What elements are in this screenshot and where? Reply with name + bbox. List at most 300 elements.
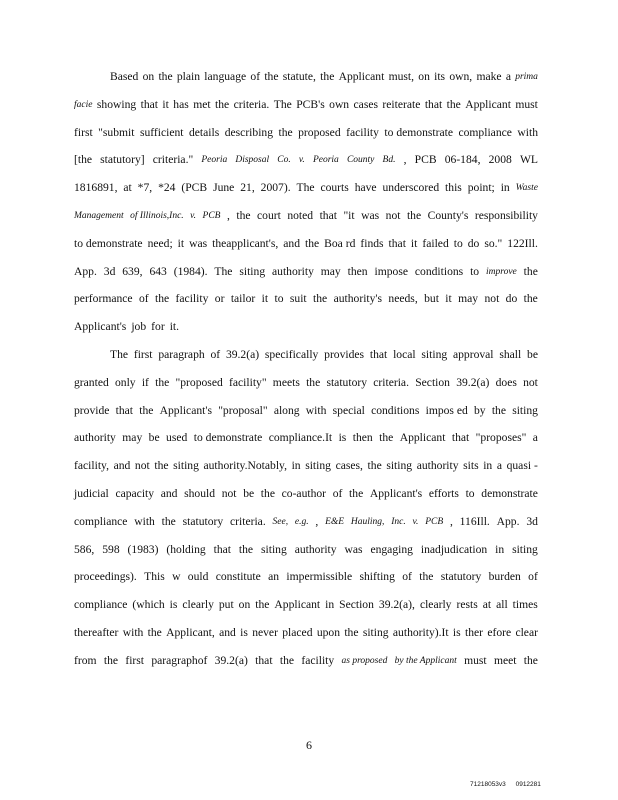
word: 3d xyxy=(526,514,538,528)
word: by xyxy=(474,403,486,417)
word: the xyxy=(523,653,538,667)
word: a xyxy=(505,70,511,83)
word: siting xyxy=(386,459,413,473)
word: responsibility xyxy=(474,209,538,222)
word: the xyxy=(103,653,119,667)
word: authority).It xyxy=(392,626,449,639)
word: facility, xyxy=(74,459,109,473)
word: burden xyxy=(488,570,521,584)
word: siting xyxy=(261,542,287,556)
word: "proposal" xyxy=(218,403,268,417)
word: E&E xyxy=(325,516,345,527)
word: placed xyxy=(282,626,313,639)
word: not xyxy=(484,292,500,306)
word: PCB's xyxy=(296,97,325,111)
word: with xyxy=(305,403,327,417)
text-line xyxy=(74,515,542,529)
word: Applicant xyxy=(338,70,385,83)
word: used xyxy=(166,431,188,445)
word: then xyxy=(347,264,368,278)
word: plain xyxy=(176,70,201,83)
word: approval xyxy=(452,348,494,361)
word: the xyxy=(155,375,170,389)
word: special xyxy=(332,403,365,417)
word: WL xyxy=(519,153,538,167)
word: meet xyxy=(493,653,517,667)
word: paragraphof xyxy=(151,653,208,667)
word: underscored xyxy=(382,181,440,195)
word: proposed xyxy=(298,125,341,139)
text-line xyxy=(74,292,542,306)
word: v. xyxy=(412,516,419,527)
word: quasi - xyxy=(506,459,538,473)
word: impos ed xyxy=(425,403,468,417)
word: the xyxy=(349,487,364,500)
word: statutory xyxy=(326,375,368,389)
word: not xyxy=(523,375,538,389)
word: cases xyxy=(353,97,378,111)
word: PCB xyxy=(202,211,221,221)
word: Disposal xyxy=(235,155,270,166)
word: not xyxy=(134,459,150,473)
word: 586, xyxy=(74,542,95,556)
word: Boa rd xyxy=(324,236,356,250)
text-line xyxy=(74,126,542,140)
word: and xyxy=(113,459,131,473)
word: was xyxy=(189,236,208,250)
word: the xyxy=(279,653,295,667)
word: of xyxy=(250,70,261,83)
word: criteria. xyxy=(373,375,409,389)
word: siting xyxy=(421,348,448,361)
word: granted xyxy=(74,375,109,389)
page-number: 6 xyxy=(306,738,312,752)
word: of xyxy=(332,487,343,500)
word: shall xyxy=(499,348,522,361)
word: capacity xyxy=(115,487,155,500)
word: 2008 xyxy=(488,153,512,167)
word: authority xyxy=(294,542,337,556)
word: efforts xyxy=(428,487,459,500)
word: reiterate xyxy=(382,97,421,111)
word: compliance xyxy=(74,514,128,528)
word: "it xyxy=(343,209,355,222)
word: Section xyxy=(339,598,374,612)
word: See, xyxy=(272,516,289,527)
word: that xyxy=(115,403,134,417)
text-line xyxy=(74,265,542,279)
word: and xyxy=(283,236,300,250)
word: (which xyxy=(132,598,165,612)
text-line xyxy=(74,487,542,501)
word: that xyxy=(213,542,231,556)
word: Peoria xyxy=(201,155,228,166)
word: the xyxy=(523,264,538,278)
word: the xyxy=(304,236,320,250)
word: 2007). xyxy=(260,181,291,195)
word: court xyxy=(257,209,281,222)
word: it xyxy=(261,292,269,306)
word: should xyxy=(184,487,216,500)
word: do xyxy=(505,292,518,306)
word: or xyxy=(214,292,225,306)
word: for xyxy=(151,320,165,334)
word: facility xyxy=(301,653,335,667)
word: App. xyxy=(74,264,97,278)
word: the xyxy=(238,542,254,556)
word: improve xyxy=(486,266,517,277)
word: need; xyxy=(147,236,173,250)
word: was xyxy=(361,209,380,222)
word: that xyxy=(451,431,470,445)
word: if xyxy=(141,375,149,389)
word: *24 xyxy=(158,181,176,195)
word: may xyxy=(122,431,143,445)
word: to xyxy=(465,487,475,500)
word: to demonstrate xyxy=(384,125,453,139)
word: that xyxy=(369,348,388,361)
text-line xyxy=(74,209,542,223)
word: statutory xyxy=(182,514,224,528)
word: compliance xyxy=(458,125,512,139)
word: it xyxy=(177,236,185,250)
text-line xyxy=(74,404,542,418)
word: 39.2(a) xyxy=(214,653,248,667)
word: and xyxy=(219,626,236,639)
word: conditions xyxy=(414,264,464,278)
word: finds xyxy=(360,236,384,250)
word: (1983) xyxy=(127,542,159,556)
text-line xyxy=(74,431,542,445)
word: be xyxy=(527,348,538,361)
word: job xyxy=(131,320,147,334)
text-line xyxy=(74,237,542,251)
word: this xyxy=(445,181,462,195)
word: Applicant's xyxy=(369,487,423,500)
word: the xyxy=(523,292,538,306)
text-line xyxy=(74,570,542,584)
word: Applicant, xyxy=(166,626,215,639)
word: of xyxy=(210,348,221,361)
text-line xyxy=(74,654,542,668)
text-line xyxy=(74,153,542,167)
word: Co. xyxy=(277,155,291,166)
word: "proposes" xyxy=(475,431,527,445)
word: (holding xyxy=(166,542,206,556)
word: facility xyxy=(175,292,209,306)
word: along xyxy=(273,403,300,417)
word: it xyxy=(445,292,452,306)
word: authority.Notably, xyxy=(203,459,287,473)
word: theapplicant's, xyxy=(212,236,279,250)
word: 3d xyxy=(103,264,116,278)
word: the xyxy=(446,97,461,111)
word: siting xyxy=(305,459,331,473)
word: authority's xyxy=(333,292,383,306)
word: the xyxy=(379,431,394,445)
word: the xyxy=(147,626,162,639)
word: with xyxy=(122,626,144,639)
word: the xyxy=(278,125,293,139)
word: the xyxy=(320,70,335,83)
word: times xyxy=(512,598,538,612)
word: it. xyxy=(169,320,180,334)
word: App. xyxy=(496,514,520,528)
word: 39.2(a), xyxy=(378,598,415,612)
word: The xyxy=(273,97,292,111)
word: own, xyxy=(449,70,473,83)
word: of xyxy=(402,570,412,584)
word: e.g. xyxy=(294,516,309,527)
word: noted xyxy=(287,209,314,222)
word: the xyxy=(139,403,154,417)
word: Section xyxy=(415,375,450,389)
word: in xyxy=(291,459,301,473)
word: the xyxy=(306,375,321,389)
word: siting xyxy=(512,542,538,556)
word: a xyxy=(496,459,502,473)
word: clearly xyxy=(182,598,214,612)
word: the xyxy=(215,97,230,111)
word: , xyxy=(226,209,230,222)
word: conditions xyxy=(371,403,420,417)
word: specifically xyxy=(264,348,319,361)
word: clear xyxy=(515,626,538,639)
word: first xyxy=(125,653,145,667)
word: tailor xyxy=(230,292,256,306)
word: it xyxy=(162,97,169,111)
text-line xyxy=(74,459,542,473)
word: demonstrate xyxy=(481,487,538,500)
word: sufficient xyxy=(139,125,184,139)
word: from xyxy=(74,653,97,667)
word: , xyxy=(403,153,407,167)
word: the xyxy=(344,626,359,639)
word: facility xyxy=(346,125,379,139)
word: siting xyxy=(239,264,266,278)
word: point; xyxy=(467,181,495,195)
word: put xyxy=(218,598,234,612)
word: that xyxy=(319,209,337,222)
word: The xyxy=(214,264,233,278)
word: the xyxy=(406,209,422,222)
word: at xyxy=(123,181,132,195)
word: the xyxy=(154,459,169,473)
word: provide xyxy=(74,403,110,417)
word: but xyxy=(424,292,439,306)
word: must xyxy=(515,97,538,111)
word: the xyxy=(419,570,434,584)
word: Bd. xyxy=(382,155,396,166)
word: it xyxy=(410,236,418,250)
word: PCB xyxy=(414,153,437,167)
word: 06-184, xyxy=(444,153,481,167)
word: authority xyxy=(416,459,459,473)
word: courts xyxy=(320,181,349,195)
word: is xyxy=(338,431,347,445)
word: on xyxy=(142,70,155,83)
word: , xyxy=(315,514,319,528)
word: be xyxy=(243,487,255,500)
word: Waste xyxy=(515,183,538,194)
word: 39.2(a) xyxy=(456,375,490,389)
word: in xyxy=(483,459,493,473)
word: only xyxy=(114,375,136,389)
word: in xyxy=(495,542,505,556)
word: 116Ill. xyxy=(459,514,490,528)
word: local xyxy=(393,348,416,361)
word: prima xyxy=(515,72,538,82)
word: be xyxy=(148,431,160,445)
text-line xyxy=(74,626,542,640)
word: Based xyxy=(110,70,139,83)
word: Hauling, xyxy=(350,516,385,527)
word: by the Applicant xyxy=(394,655,457,666)
word: first xyxy=(74,125,93,139)
word: cases, xyxy=(335,459,363,473)
text-line xyxy=(74,98,542,112)
word: co-author xyxy=(281,487,327,500)
word: (1984). xyxy=(173,264,208,278)
word: inadjudication xyxy=(420,542,488,556)
word: 21, xyxy=(240,181,255,195)
word: may xyxy=(458,292,479,306)
word: on xyxy=(418,70,430,83)
word: to xyxy=(470,264,480,278)
word: Applicant xyxy=(465,97,511,111)
word: met xyxy=(193,97,211,111)
word: statute, xyxy=(282,70,316,83)
word: The xyxy=(110,348,129,361)
word: Applicant's xyxy=(159,403,212,417)
word: PCB xyxy=(425,516,444,527)
word: Applicant xyxy=(399,431,446,445)
word: with xyxy=(134,514,155,528)
word: is xyxy=(452,626,461,639)
word: of xyxy=(138,292,149,306)
word: "submit xyxy=(98,125,135,139)
word: facility" xyxy=(229,375,267,389)
word: compliance xyxy=(74,598,128,612)
word: the xyxy=(236,209,251,222)
word: siting xyxy=(512,403,538,417)
word: statutory xyxy=(440,570,482,584)
word: language xyxy=(204,70,247,83)
word: with xyxy=(517,125,538,139)
word: ther xyxy=(464,626,483,639)
word: criteria." xyxy=(152,153,194,167)
word: impermissible xyxy=(286,570,353,584)
word: in xyxy=(325,598,335,612)
word: (PCB xyxy=(181,181,208,195)
word: upon xyxy=(316,626,341,639)
word: was xyxy=(344,542,363,556)
word: 1816891, xyxy=(74,181,118,195)
word: the xyxy=(155,292,170,306)
word: the xyxy=(161,514,176,528)
word: Inc. xyxy=(391,516,406,527)
word: w xyxy=(172,570,181,584)
word: all xyxy=(496,598,508,612)
word: Management xyxy=(74,211,124,221)
word: thereafter xyxy=(74,626,119,639)
word: the xyxy=(367,459,382,473)
word: not xyxy=(385,209,401,222)
word: never xyxy=(252,626,278,639)
word: a xyxy=(532,431,538,445)
word: to demonstrate xyxy=(193,431,263,445)
word: authority xyxy=(272,264,314,278)
word: is xyxy=(240,626,248,639)
word: criteria. xyxy=(233,97,270,111)
text-line xyxy=(74,598,542,612)
document-id: 71218053v3 0912281 xyxy=(470,781,541,788)
word: [the xyxy=(74,153,93,167)
word: Applicant's xyxy=(74,320,127,334)
word: must xyxy=(464,653,487,667)
word: sits xyxy=(463,459,479,473)
word: needs, xyxy=(388,292,418,306)
word: as proposed xyxy=(341,655,388,666)
word: impose xyxy=(374,264,408,278)
word: County xyxy=(346,155,375,166)
word: that xyxy=(255,653,273,667)
word: statutory] xyxy=(100,153,145,167)
word: may xyxy=(320,264,341,278)
word: 643 xyxy=(149,264,167,278)
text-line xyxy=(74,181,542,195)
word: an xyxy=(268,570,280,584)
word: showing xyxy=(96,97,137,111)
word: the xyxy=(158,70,173,83)
word: Peoria xyxy=(312,155,339,166)
word: to demonstrate xyxy=(74,236,143,250)
word: to xyxy=(453,236,463,250)
word: and xyxy=(160,487,178,500)
word: the xyxy=(313,292,328,306)
word: 122Ill. xyxy=(507,236,538,250)
word: ould xyxy=(187,570,209,584)
word: efore xyxy=(487,626,512,639)
word: to xyxy=(274,292,284,306)
word: "proposed xyxy=(175,375,223,389)
word: has xyxy=(173,97,189,111)
word: paragraph xyxy=(158,348,205,361)
word: criteria. xyxy=(230,514,266,528)
word: June xyxy=(213,181,235,195)
word: is xyxy=(169,598,178,612)
word: that xyxy=(140,97,158,111)
word: so." xyxy=(484,236,503,250)
word: then xyxy=(352,431,373,445)
word: the xyxy=(260,487,275,500)
word: suit xyxy=(289,292,307,306)
word: the xyxy=(255,598,270,612)
word: first xyxy=(133,348,153,361)
word: , xyxy=(449,514,453,528)
word: The xyxy=(296,181,315,195)
word: meets xyxy=(272,375,300,389)
word: 639, xyxy=(122,264,143,278)
word: does xyxy=(495,375,517,389)
word: performance xyxy=(74,292,133,306)
word: make xyxy=(476,70,502,83)
word: proceedings). xyxy=(74,570,137,584)
word: on xyxy=(238,598,251,612)
word: clearly xyxy=(419,598,452,612)
word: v. xyxy=(298,155,305,166)
text-line xyxy=(110,348,542,362)
